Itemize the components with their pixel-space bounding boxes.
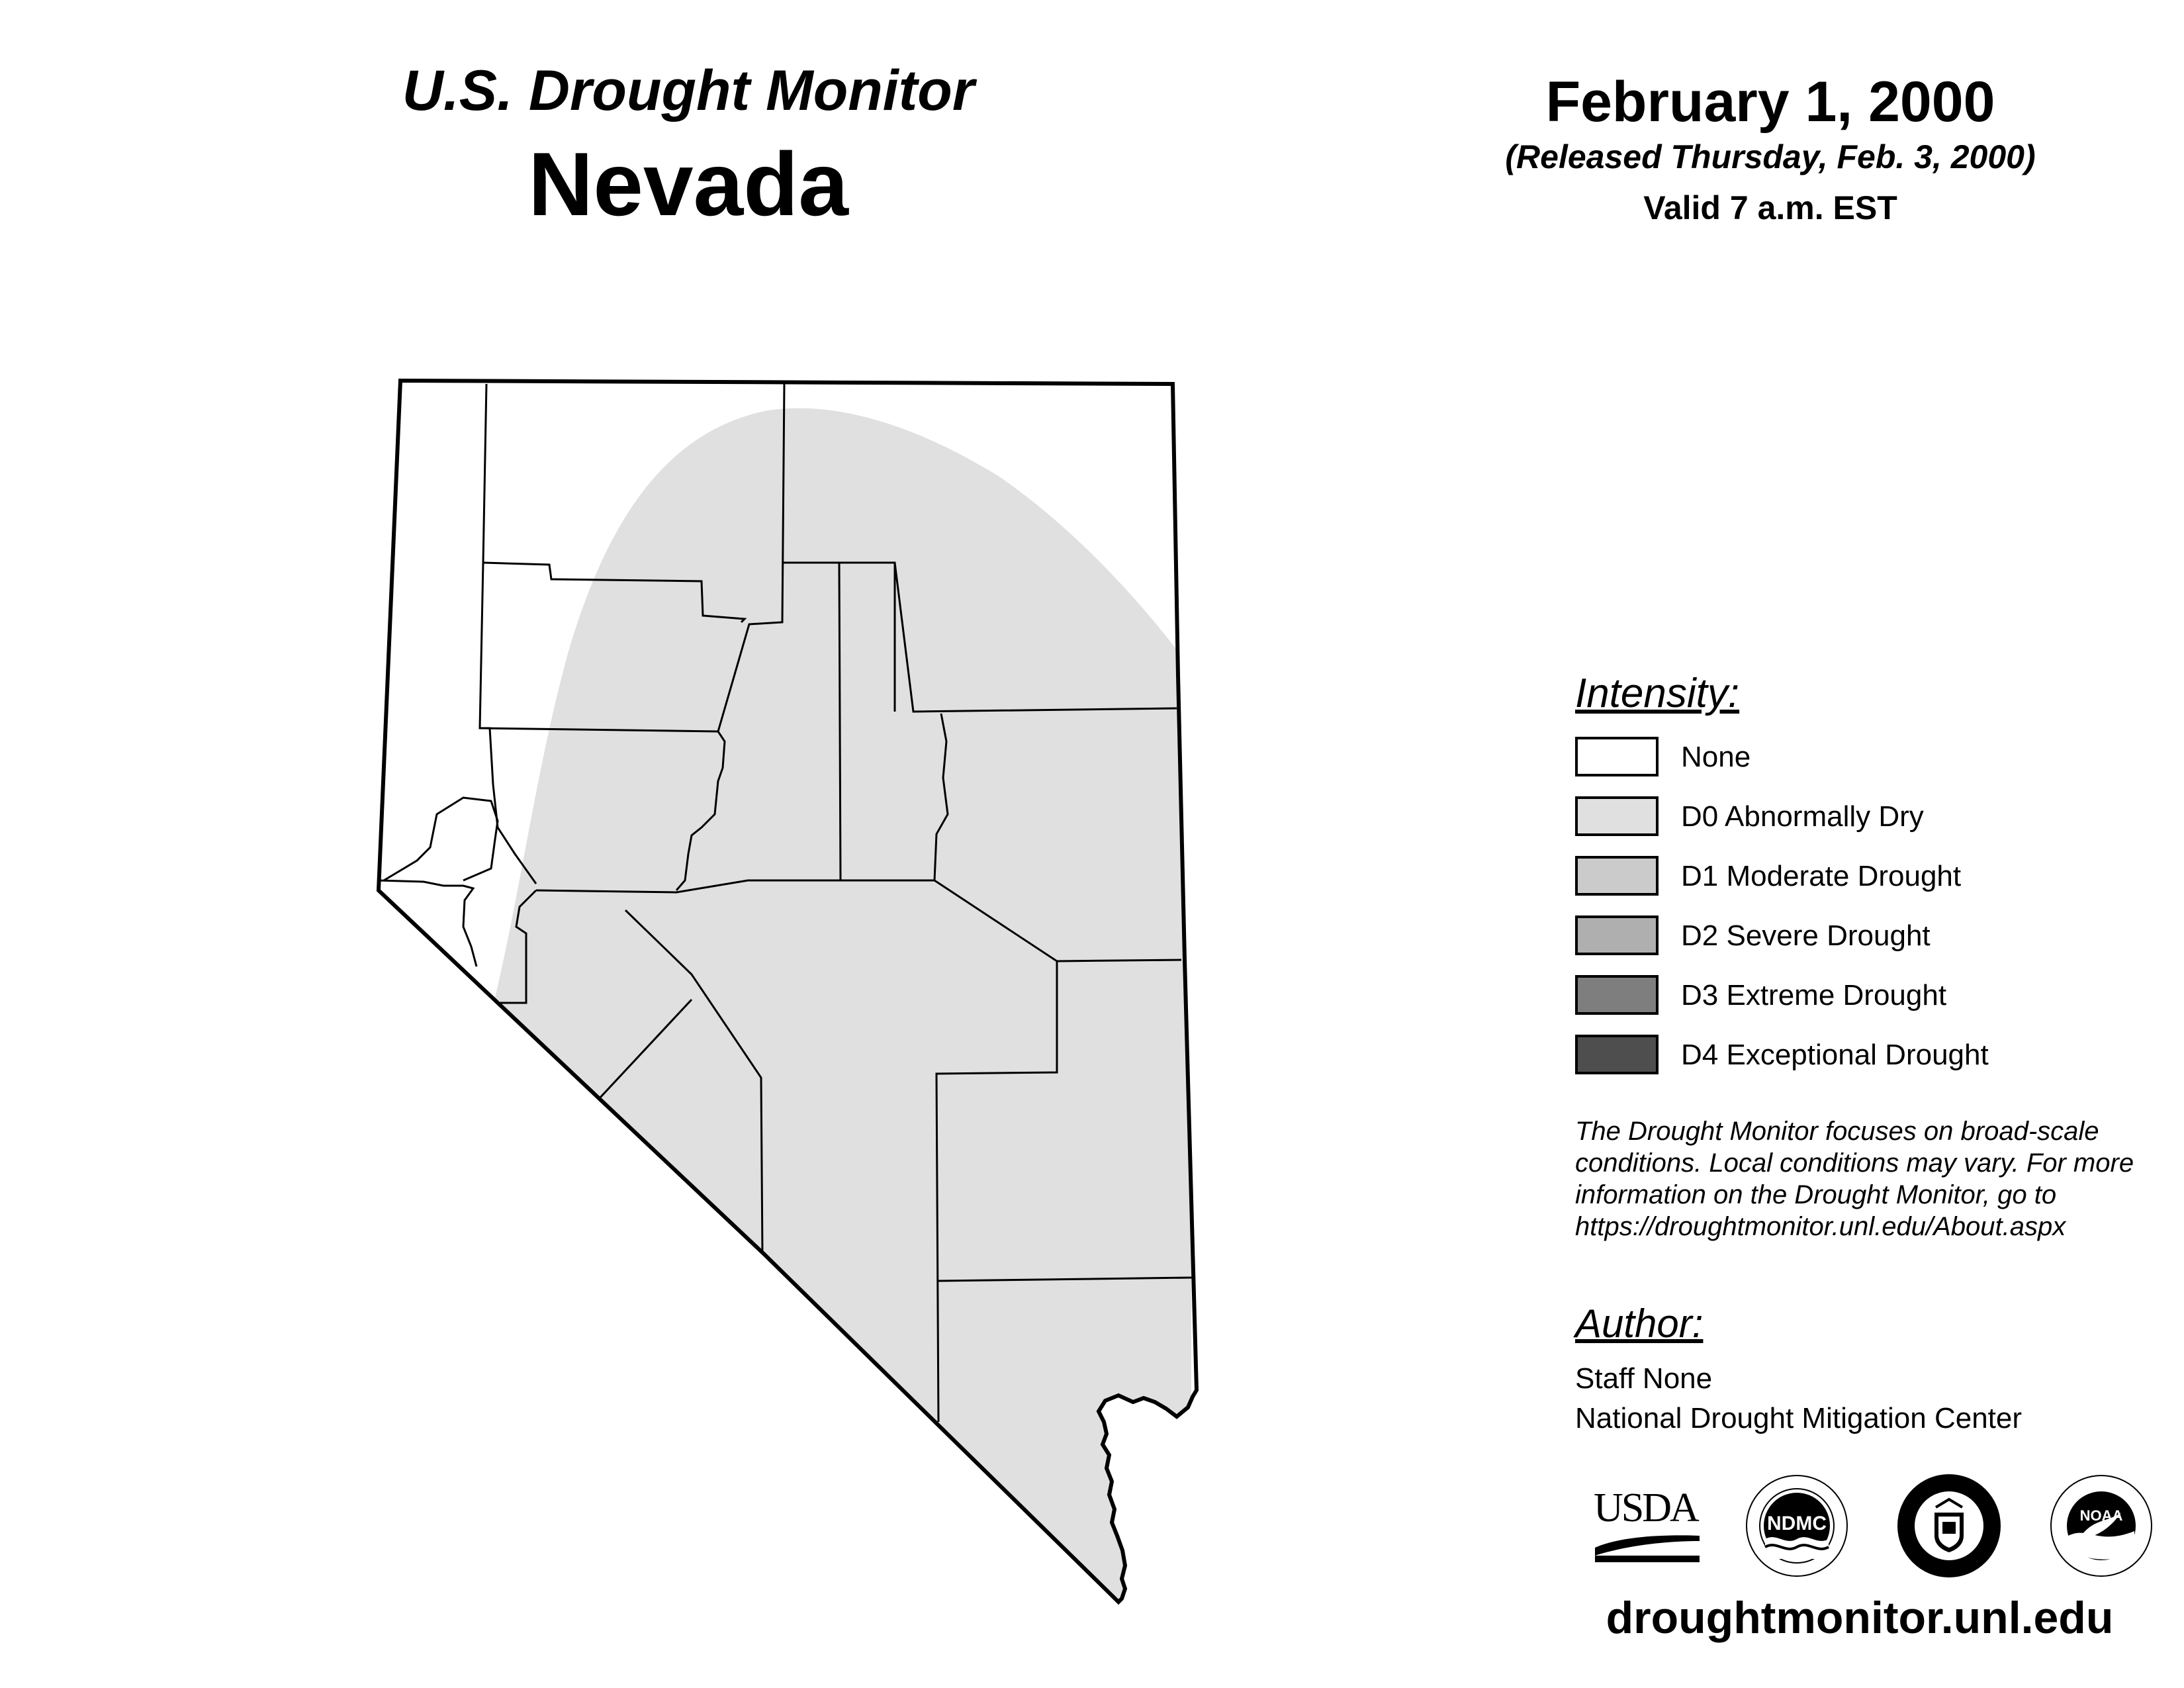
legend-label: D4 Exceptional Drought <box>1681 1039 1989 1071</box>
map-date: February 1, 2000 <box>1545 70 1995 134</box>
author-name: Staff None <box>1575 1362 1713 1395</box>
svg-text:NOAA: NOAA <box>2079 1507 2123 1524</box>
legend-label: D3 Extreme Drought <box>1681 979 1947 1011</box>
disclaimer-note <box>1575 1115 2171 1243</box>
noaa-logo-icon <box>2048 1473 2154 1579</box>
legend-swatch <box>1575 737 1659 776</box>
commerce-seal-icon <box>1896 1473 2002 1579</box>
ndmc-logo-icon <box>1744 1473 1850 1579</box>
usda-logo-text: USDA <box>1594 1485 1698 1530</box>
note-line: conditions. Local conditions may vary. For more <box>1575 1149 2134 1178</box>
legend-swatch <box>1575 915 1659 955</box>
legend-swatch <box>1575 856 1659 896</box>
valid-time: Valid 7 a.m. EST <box>1643 189 1897 226</box>
ndmc-logo-text: NDMC <box>1767 1513 1827 1534</box>
author-org: National Drought Mitigation Center <box>1575 1402 2023 1434</box>
state-title: Nevada <box>528 134 848 234</box>
map-subtitle: U.S. Drought Monitor <box>402 59 975 122</box>
note-line: information on the Drought Monitor, go to <box>1575 1180 2057 1209</box>
note-url: https://droughtmonitor.unl.edu/About.aspx <box>1575 1212 2066 1241</box>
legend-label: D1 Moderate Drought <box>1681 860 1962 892</box>
usda-logo-icon <box>1595 1529 1701 1562</box>
legend-swatch <box>1575 1035 1659 1074</box>
legend-swatch <box>1575 796 1659 836</box>
author-title: Author: <box>1575 1301 1704 1346</box>
legend-swatch <box>1575 975 1659 1015</box>
legend-label: D2 Severe Drought <box>1681 919 1931 952</box>
release-date: (Released Thursday, Feb. 3, 2000) <box>1505 138 2036 175</box>
legend-label: D0 Abnormally Dry <box>1681 800 1924 833</box>
legend-title: Intensity: <box>1575 671 1740 716</box>
legend-label: None <box>1681 741 1751 773</box>
website-link[interactable]: droughtmonitor.unl.edu <box>1606 1593 2114 1643</box>
note-line: The Drought Monitor focuses on broad-scale <box>1575 1117 2099 1146</box>
